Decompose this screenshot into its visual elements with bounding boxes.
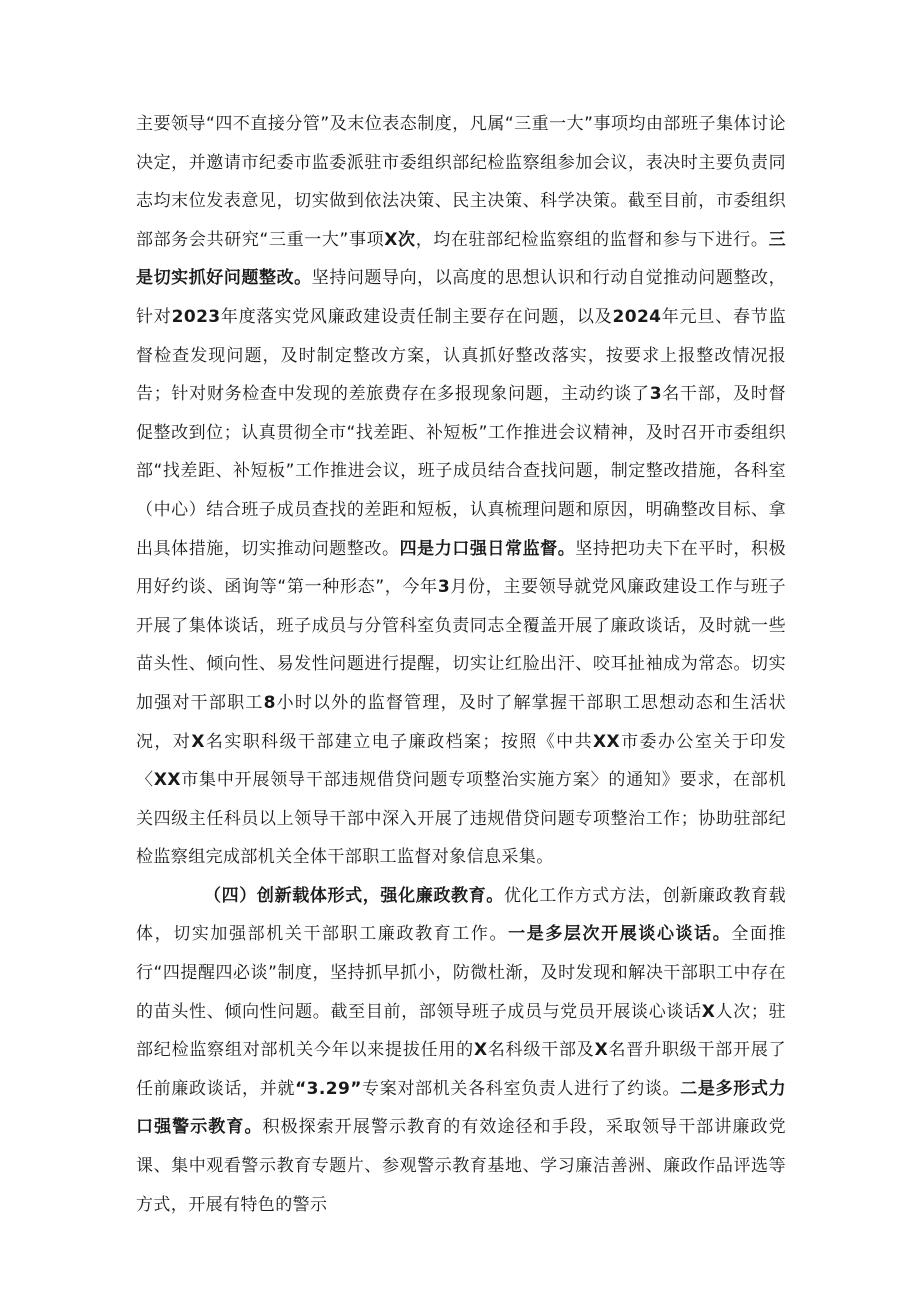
bold-count: X	[473, 1040, 488, 1061]
section-heading-4: 四是力口强日常监督。	[399, 538, 576, 559]
text-run: 名科级干部及	[487, 1040, 595, 1061]
bold-count: 3	[437, 577, 451, 598]
bold-count: 8	[263, 692, 276, 713]
text-run: 全面推行“四提醒四必谈”制度，坚持抓早抓小，防微杜渐，及时发现和解决干部职工中存在的苗头性、倾向性问题。截至目前，部领导班子成员与党员开展谈心谈话	[136, 924, 786, 1022]
bold-count: X	[701, 1001, 716, 1022]
text-run: 月份，主要领导就党风廉政建设工作与班子开展了集体谈话，班子成员与分管科室负责同志全覆盖开展了廉政谈话，及时就一些苗头性、倾向性、易发性问题进行提醒，切实让红脸出汗、咬耳扯袖成为常态。切实加强对干部职工	[136, 577, 786, 713]
text-run: ，均在驻部纪检监察组的监督和参与下进行。	[415, 229, 769, 250]
bold-placeholder: XX	[593, 731, 621, 752]
bold-case-number: “3.29”	[295, 1078, 362, 1099]
bold-placeholder: XX	[153, 770, 181, 791]
text-run: 市集中开展领导干部违规借贷问题专项整治实施方案〉的通知》要求，在部机关四级主任科员以上领导干部中深入开展了违规借贷问题专项整治工作；协助驻部纪检监察组完成部机关全体干部职工监督对象信息采集。	[136, 770, 786, 868]
text-run: 坚持问题导向，以高度的思想认识和行动自觉推动问题整改，针对	[136, 268, 786, 327]
section-heading-3: 三是切实抓好问题整改。	[136, 229, 786, 289]
text-run: 年元旦、春节监督检查发现问题，及时制定整改方案，认真抓好整改落实，按要求上报整改情况报告；针对财务检查中发现的差旅费存在多报现象问题，主动约谈了	[136, 306, 786, 405]
text-run: 小时以外的监督管理，及时了解掌握干部职工思想动态和生活状况，对	[136, 692, 786, 752]
text-run: 市委办公室关于印发〈	[136, 731, 786, 791]
sub-heading-1: 一是多层次开展谈心谈话。	[508, 924, 732, 945]
paragraph-1	[136, 105, 786, 877]
text-run: 积极探索开展警示教育的有效途径和手段，采取领导干部讲廉政党课、集中观看警示教育专题片、参观警示教育基地、学习廉洁善洲、廉政作品评选等方式，开展有特色的警示	[136, 1117, 786, 1215]
bold-count: X次	[384, 229, 416, 250]
text-run: 名干部，及时督促整改到位；认真贯彻全市“找差距、补短板”工作推进会议精神，及时召开市委组织部“找差距、补短板”工作推进会议，班子成员结合查找问题，制定整改措施，各科室（中心）结合班子成员查找的差距和短板，认真梳理问题和原因，明确整改目标、拿出具体措施，切实推动问题整改。	[136, 384, 786, 559]
section-heading: （四）创新载体形式，强化廉政教育。	[204, 885, 504, 906]
text-run: 年度落实党风廉政建设责任制主要存在问题，以及	[220, 306, 613, 327]
text-run: 主要领导“四不直接分管”及末位表态制度，凡属“三重一大”事项均由部班子集体讨论决定，并邀请市纪委市监委派驻市委组织部纪检监察组参加会议，表决时主要负责同志均末位发表意见，切实做到依法决策、民主决策、科学决策。截至目前，市委组织部部务会共研究“三重一大”事项	[136, 114, 786, 250]
text-run: 专案对部机关各科室负责人进行了约谈。	[361, 1078, 681, 1099]
text-run: 坚持把功夫下在平时，积极用好约谈、函询等“第一种形态”，今年	[136, 538, 786, 598]
bold-year: 2023	[171, 306, 221, 327]
bold-count: X	[191, 731, 205, 752]
paragraph-2	[136, 877, 786, 1224]
text-run: 名晋升职级干部开展了任前廉政谈话，并就	[136, 1040, 787, 1099]
text-run: 名实职科级干部建立电子廉政档案；按照《中共	[204, 731, 594, 752]
bold-year: 2024	[612, 306, 662, 327]
text-run: 人次；驻部纪检监察组对部机关今年以来提拔任用的	[136, 1001, 786, 1061]
text-run: 优化工作方式方法，创新廉政教育载体，切实加强部机关干部职工廉政教育工作。	[136, 885, 786, 945]
sub-heading-2: 二是多形式力口强警示教育。	[136, 1078, 786, 1138]
bold-count: X	[594, 1040, 609, 1061]
document-page	[136, 105, 786, 1224]
bold-count: 3	[649, 384, 662, 405]
